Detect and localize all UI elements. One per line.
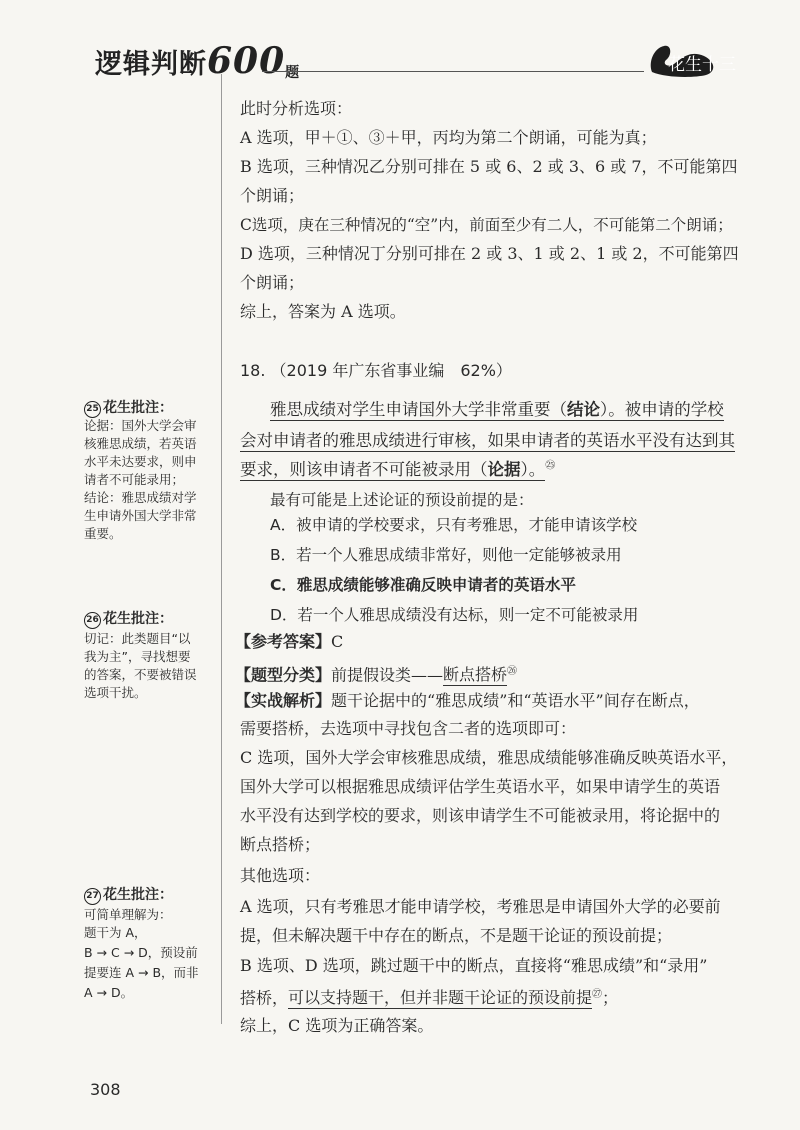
option-d: D．若一个人雅思成绩没有达标，则一定不可能被录用 xyxy=(270,606,639,624)
analysis-line: 水平没有达到学校的要求，则该申请学生不可能被录用，将论据中的 xyxy=(240,806,721,825)
question-source: （2019 年广东省事业编 62%） xyxy=(270,361,512,380)
side-note-line: 论据：国外大学会审 xyxy=(84,418,197,433)
question-number: 18. xyxy=(240,361,266,380)
question-header xyxy=(240,360,512,382)
analysis-line: C选项，庚在三种情况的“空”内，前面至少有二人，不可能第二个朗诵； xyxy=(240,216,733,234)
analysis-line: A 选项，甲＋①、③＋甲，丙均为第二个朗诵，可能为真； xyxy=(240,128,657,147)
analysis-line: 国外大学可以根据雅思成绩评估学生英语水平，如果申请学生的英语 xyxy=(240,777,721,796)
question-stem-line: 要求，则该申请者不可能被录用（论据）。$^㉕$ xyxy=(240,460,556,479)
question-stem-line: 雅思成绩对学生申请国外大学非常重要（结论）。被申请的学校 xyxy=(270,400,724,419)
side-note-line: B → C → D，预设前 xyxy=(84,945,198,960)
side-note-line: 选项干扰。 xyxy=(84,685,147,700)
side-note-line: 生申请外国大学非常 xyxy=(84,508,197,523)
analysis-line: A 选项，只有考雅思才能申请学校，考雅思是申请国外大学的必要前 xyxy=(240,897,721,916)
side-note-line: 的答案，不要被错误 xyxy=(84,667,197,682)
note-number-icon: 25 xyxy=(84,401,101,418)
side-note-line: 可简单理解为： xyxy=(84,907,172,922)
side-note-line: A → D。 xyxy=(84,985,134,1000)
side-note-line: 核雅思成绩，若英语 xyxy=(84,436,197,451)
side-note-heading: 26 花生批注： xyxy=(84,608,173,629)
side-note-line: 水平未达要求，则申 xyxy=(84,454,197,469)
question-stem-line: 会对申请者的雅思成绩进行审核，如果申请者的英语水平没有达到其 xyxy=(240,431,735,450)
side-note-line: 我为主”，寻找想要 xyxy=(84,649,191,664)
page-number: 308 xyxy=(90,1080,121,1099)
note-ref: ㉗ xyxy=(592,989,603,1000)
question-prompt: 最有可能是上述论证的预设前提的是： xyxy=(270,491,534,509)
option-b: B．若一个人雅思成绩非常好，则他一定能够被录用 xyxy=(270,546,622,564)
analysis-line: 断点搭桥； xyxy=(240,835,321,854)
conclusion-line: 综上，C 选项为正确答案。 xyxy=(240,1016,434,1035)
analysis-line: 提，但未解决题干中存在的断点，不是题干论证的预设前提； xyxy=(240,926,673,945)
side-note-line: 请者不可能录用； xyxy=(84,472,185,487)
side-note-line: 题干为 A， xyxy=(84,925,147,940)
reference-answer: 【参考答案】C xyxy=(235,632,344,651)
note-ref: ㉖ xyxy=(507,666,518,677)
book-title: 逻辑判断600题 xyxy=(95,40,301,82)
analysis-line: 其他选项： xyxy=(240,866,321,885)
margin-divider xyxy=(221,74,222,1024)
side-note-line: 切记：此类题目“以 xyxy=(84,631,191,646)
note-number-icon: 27 xyxy=(84,888,101,905)
note-ref: ㉕ xyxy=(545,460,556,472)
analysis-line: B 选项，三种情况乙分别可排在 5 或 6、2 或 3、6 或 7，不可能第四 xyxy=(240,157,738,176)
analysis-line: 个朗诵； xyxy=(240,273,305,292)
analysis-line: 此时分析选项： xyxy=(240,99,353,118)
header-rule xyxy=(262,71,644,72)
analysis-line: 搭桥，可以支持题干，但并非题干论证的预设前提$^㉗$； xyxy=(240,988,619,1008)
side-note-line: 结论：雅思成绩对学 xyxy=(84,490,197,505)
question-type: 【题型分类】前提假设类——断点搭桥$^㉖$ xyxy=(235,665,518,685)
option-a: A．被申请的学校要求，只有考雅思，才能申请该学校 xyxy=(270,516,638,534)
analysis-heading-line: 【实战解析】题干论据中的“雅思成绩”和“英语水平”间存在断点， xyxy=(235,691,700,710)
note-number-icon: 26 xyxy=(84,612,101,629)
analysis-line: D 选项，三种情况丁分别可排在 2 或 3、1 或 2、1 或 2，不可能第四 xyxy=(240,244,739,263)
analysis-line: 需要搭桥，去选项中寻找包含二者的选项即可： xyxy=(240,719,577,738)
side-note-heading: 27 花生批注： xyxy=(84,884,173,905)
analysis-line: 个朗诵； xyxy=(240,186,305,205)
side-note-line: 提要连 A → B，而非 xyxy=(84,965,199,980)
analysis-line: B 选项、D 选项，跳过题干中的断点，直接将“雅思成绩”和“录用” xyxy=(240,956,708,975)
brand-name: 花生十三 xyxy=(668,55,736,75)
side-note-heading: 25 花生批注： xyxy=(84,397,173,418)
option-c: C．雅思成绩能够准确反映申请者的英语水平 xyxy=(270,576,576,594)
analysis-line: C 选项，国外大学会审核雅思成绩，雅思成绩能够准确反映英语水平， xyxy=(240,748,738,767)
side-note-line: 重要。 xyxy=(84,526,122,541)
analysis-line: 综上，答案为 A 选项。 xyxy=(240,302,406,321)
